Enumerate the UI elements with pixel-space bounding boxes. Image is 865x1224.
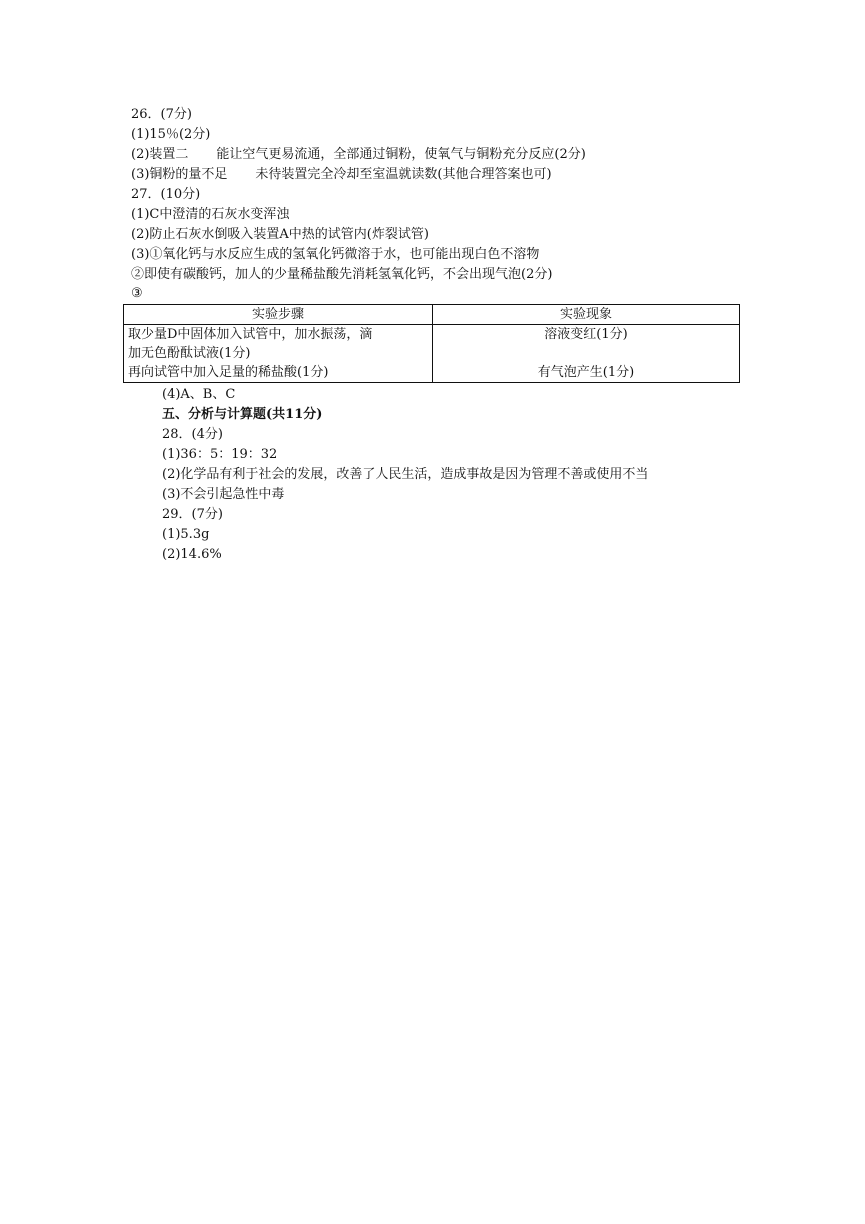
q27-answer-3-1: (3)①氧化钙与水反应生成的氢氧化钙微溶于水，也可能出现白色不溶物 [131,247,540,262]
step-1-line-2: 加无色酚酞试液(1分) [128,346,251,361]
q26-answer-3-part1: (3)铜粉的量不足 [131,167,228,182]
q26-answer-2 [131,145,586,165]
q28-answer-2: (2)化学品有利于社会的发展，改善了人民生活，造成事故是因为管理不善或使用不当 [162,467,649,482]
q26-answer-2-part1: (2)装置二 [131,147,189,162]
q27-header: 27．(10分) [131,187,201,202]
result-2: 有气泡产生(1分) [537,365,635,380]
q29-header: 29．(7分) [162,507,223,522]
result-spacer [437,344,735,363]
q28-answer-1: (1)36：5：19：32 [162,447,278,462]
q26-answer-3 [131,165,552,185]
column-header-phenomena: 实验现象 [433,305,740,325]
step-2: 再向试管中加入足量的稀盐酸(1分) [128,365,329,380]
q26-header: 26．(7分) [131,107,192,122]
step-1-line-1: 取少量D中固体加入试管中，加水振荡，滴 [128,327,373,342]
q27-answer-3-3: ③ [131,286,143,301]
phenomena-cell [433,325,740,383]
q26-answer-2-part2: 能让空气更易流通，全部通过铜粉，使氧气与铜粉充分反应(2分) [216,147,586,162]
q27-answer-3-2: ②即使有碳酸钙，加人的少量稀盐酸先消耗氢氧化钙，不会出现气泡(2分) [131,267,553,282]
q26-answer-1: (1)15％(2分) [131,127,211,142]
section-5-title: 五、分析与计算题(共11分) [162,407,323,422]
q27-answer-1: (1)C中澄清的石灰水变浑浊 [131,207,290,222]
q29-answer-1: (1)5.3g [162,527,210,542]
q29-answer-2: (2)14.6% [162,547,222,562]
table-header-row [124,305,740,325]
experiment-table [123,304,740,383]
q28-header: 28．(4分) [162,427,223,442]
q27-answer-2: (2)防止石灰水倒吸入装置A中热的试管内(炸裂试管) [131,227,429,242]
column-header-steps: 实验步骤 [124,305,433,325]
result-1: 溶液变红(1分) [544,327,628,342]
steps-cell [124,325,433,383]
table-row [124,325,740,383]
q28-answer-3: (3)不会引起急性中毒 [162,487,285,502]
q27-answer-4: (4)A、B、C [162,387,236,402]
q26-answer-3-part2: 未待装置完全冷却至室温就读数(其他合理答案也可) [255,167,552,182]
